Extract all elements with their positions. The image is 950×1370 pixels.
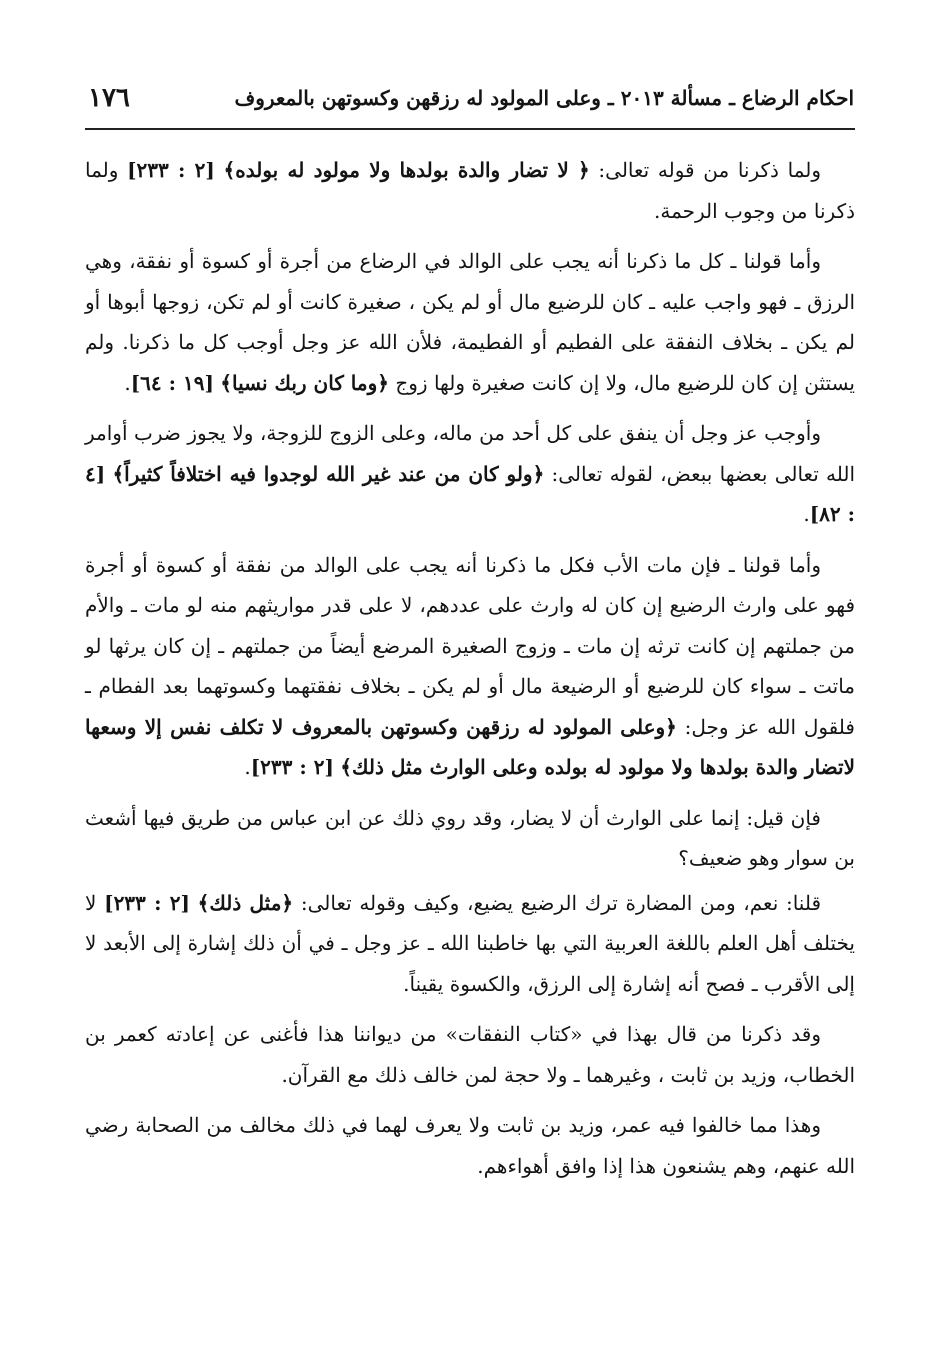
page-number: ١٧٦: [88, 83, 130, 113]
page-header: [88, 74, 854, 122]
text-segment: .: [244, 755, 251, 779]
paragraph-p5: [85, 798, 855, 879]
text-segment: وأما قولنا ـ فإن مات الأب فكل ما ذكرنا أنه يجب على الوالد من نفقة أو كسوة أو أجرة فهو على وارث الرضيع إن كان له وارث على عددهم، لا على قدر مواريثهم منه لو مات ـ والأم من جملتهم إن كانت ترثه إن مات ـ وزوج الصغيرة المرضع أيضاً من جملتهم ـ إن كان يرثها لو ماتت ـ سواء كان للرضيع أو الرضيعة مال أو لم يكن ـ بخلاف نفقتهما وكسوتهما بعد الفطام ـ فلقول الله عز وجل:: [85, 552, 855, 739]
paragraph-p3: [85, 413, 855, 535]
text-segment: وأما قولنا ـ كل ما ذكرنا أنه يجب على الوالد في الرضاع من أجرة أو كسوة أو نفقة، وهي الرزق ـ فهو واجب عليه ـ كان للرضيع مال أو لم يكن ، صغيرة كانت أو لم تكن، زوجها أبوها أو لم يكن ـ بخلاف النفقة على الفطيم أو الفطيمة، فلأن الله عز وجل أوجب كل ما ذكرنا. ولم يستثن إن كان للرضيع مال، ولا إن كانت صغيرة ولها زوج: [85, 249, 855, 395]
text-segment: قلنا: نعم، ومن المضارة ترك الرضيع يضيع، وكيف وقوله تعالى:: [293, 890, 821, 915]
text-segment: وقد ذكرنا من قال بهذا في «كتاب النفقات» من ديواننا هذا فأغنى عن إعادته كعمر بن الخطاب، وزيد بن ثابت ، وغيرهما ـ ولا حجة لمن خالف ذلك مع القرآن.: [85, 1022, 855, 1087]
quran-verse: ﴿ولو كان من عند غير الله لوجدوا فيه اختلافاً كثيراً﴾: [112, 461, 545, 486]
text-segment: وهذا مما خالفوا فيه عمر، وزيد بن ثابت ولا يعرف لهما في ذلك مخالف من الصحابة رضي الله عنهم، وهم يشنعون هذا إذا وافق أهواءهم.: [85, 1113, 855, 1178]
quran-verse: ﴿ لا تضار والدة بولدها ولا مولود له بولده﴾: [223, 158, 590, 182]
quran-verse: ﴿وما كان ربك نسيا﴾: [220, 370, 389, 395]
paragraph-p8: [85, 1105, 855, 1186]
text-segment: لا يختلف أهل العلم باللغة العربية التي بها خاطبنا الله ـ عز وجل ـ في أن ذلك إشارة إلى الأبعد لا إلى الأقرب ـ فصح أنه إشارة إلى الرزق، والكسوة يقيناً.: [85, 890, 855, 996]
text-segment: ولما ذكرنا من قوله تعالى:: [589, 158, 822, 182]
text-segment: فإن قيل: إنما على الوارث أن لا يضار، وقد روي ذلك عن ابن عباس من طريق فيها أشعث بن سوار وهو ضعيف؟: [85, 805, 855, 870]
verse-reference: [٤ : ٨٢]: [85, 461, 855, 526]
text-segment: وأوجب عز وجل أن ينفق على كل أحد من ماله، وعلى الزوج للزوجة، ولا يجوز ضرب أوامر الله تعالى بعضها ببعض، لقوله تعالى:: [85, 421, 855, 486]
text-segment: .: [124, 370, 131, 395]
verse-reference: [٢ : ٢٣٣]: [127, 158, 215, 182]
text-segment: [215, 158, 224, 182]
paragraph-p1: [85, 150, 855, 231]
paragraph-p2: [85, 241, 855, 403]
text-segment: .: [803, 502, 810, 526]
text-segment: [190, 891, 198, 915]
paragraph-p4: [85, 545, 855, 788]
text-segment: ولما ذكرنا من وجوب الرحمة.: [85, 158, 855, 223]
verse-reference: [٢ : ٢٣٣]: [250, 755, 334, 779]
page-body: [85, 150, 855, 1196]
paragraph-p6: [85, 883, 855, 1005]
running-title: احكام الرضاع ـ مسألة ٢٠١٣ ـ وعلى المولود له رزقهن وكسوتهن بالمعروف: [234, 86, 854, 110]
quran-verse: ﴿وعلى المولود له رزقهن وكسوتهن بالمعروف لا تكلف نفس إلا وسعها لاتضار والدة بولدها ولا مولود له بولده وعلى الوارث مثل ذلك﴾: [85, 714, 855, 779]
verse-reference: [١٩ : ٦٤]: [130, 370, 214, 395]
header-divider: [85, 128, 855, 130]
quran-verse: ﴿مثل ذلك﴾: [197, 890, 294, 915]
paragraph-p7: [85, 1014, 855, 1095]
verse-reference: [٢ : ٢٣٣]: [104, 890, 190, 915]
